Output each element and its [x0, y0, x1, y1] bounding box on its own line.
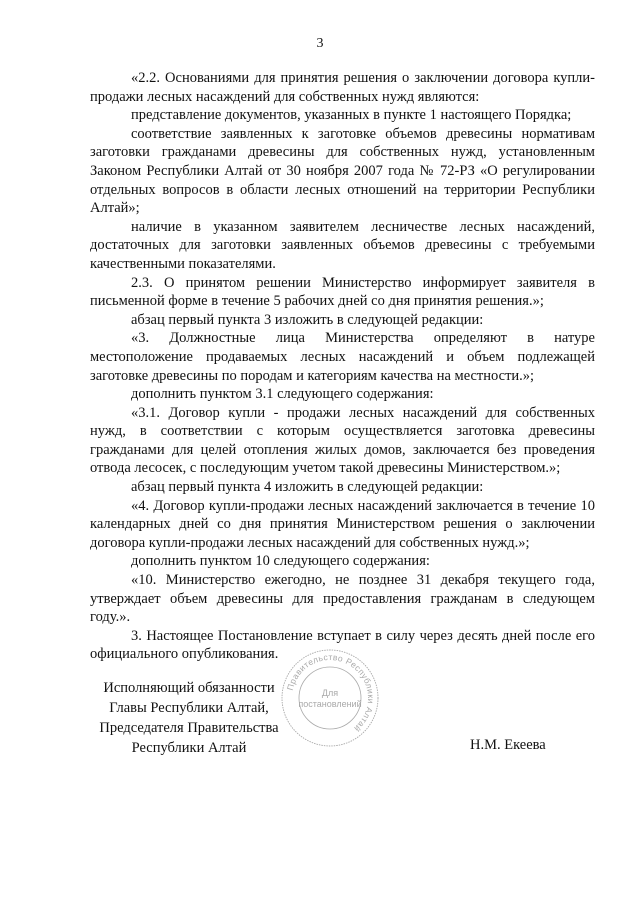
paragraph: 2.3. О принятом решении Министерство информирует заявителя в письменной форме в течение 5 рабочих дней со дня принятия решения.»;: [90, 274, 595, 310]
seal-inner-ring: [299, 667, 361, 729]
paragraph: дополнить пунктом 10 следующего содержания:: [131, 553, 430, 570]
paragraph: 3. Настоящее Постановление вступает в силу через десять дней после его официального опубликования.: [90, 627, 595, 663]
paragraph: «10. Министерство ежегодно, не позднее 31 декабря текущего года, утверждает объем древесины для предоставления гражданам в следующем году.».: [90, 572, 595, 626]
paragraph: «2.2. Основаниями для принятия решения о заключении договора купли-продажи лесных насаждений для собственных нужд являются:: [90, 70, 595, 105]
signatory-title-line: Исполняющий обязанности: [103, 680, 275, 696]
official-seal: [280, 648, 380, 748]
paragraph: дополнить пунктом 3.1 следующего содержания:: [131, 386, 434, 403]
paragraph: «3. Должностные лица Министерства определяют в натуре местоположение продаваемых лесных насаждений и объем подлежащей заготовке древесины по породам и категориям качества на местности.»;: [90, 330, 595, 384]
seal-center-line: Для: [321, 688, 339, 698]
paragraph: абзац первый пункта 4 изложить в следующей редакции:: [131, 479, 484, 496]
signatory-title-line: Председателя Правительства: [99, 720, 279, 736]
paragraph: абзац первый пункта 3 изложить в следующей редакции:: [131, 311, 484, 328]
page-number: 3: [316, 36, 324, 51]
signatory-title: [89, 678, 289, 758]
paragraph: «4. Договор купли-продажи лесных насаждений заключается в течение 10 календарных дней со дня принятия Министерством решения о заключении договора купли-продажи лесных насаждений для собственных нужд.»;: [90, 497, 595, 551]
paragraph: «3.1. Договор купли - продажи лесных насаждений для собственных нужд, в соответствии с которым осуществляется заготовка древесины гражданами для целей отопления жилых домов, заключается без проведения отвода лесосек, с последующим учетом такой древесины Министерством.»;: [90, 404, 595, 477]
seal-ring-text-path: Правительство Республики Алтай: [284, 651, 377, 735]
seal-center-line: постановлений: [298, 699, 362, 709]
signatory-title-line: Республики Алтай: [131, 740, 247, 756]
paragraph: представление документов, указанных в пункте 1 настоящего Порядка;: [131, 107, 572, 124]
seal-outer-ring: [282, 650, 378, 746]
signer-name: Н.М. Екеева: [470, 737, 546, 753]
paragraph: соответствие заявленных к заготовке объемов древесины нормативам заготовки гражданами древесины для собственных нужд, установленным Законом Республики Алтай от 30 ноября 2007 года № 72-РЗ «О регулировании отдельных вопросов в области лесных отношений на территории Республики Алтай»;: [90, 125, 595, 217]
document-body: [90, 69, 595, 664]
paragraph: наличие в указанном заявителем лесничестве лесных насаждений, достаточных для заготовки заявленных объемов древесины с требуемыми качественными показателями.: [90, 218, 595, 272]
signatory-title-line: Главы Республики Алтай,: [109, 700, 269, 716]
